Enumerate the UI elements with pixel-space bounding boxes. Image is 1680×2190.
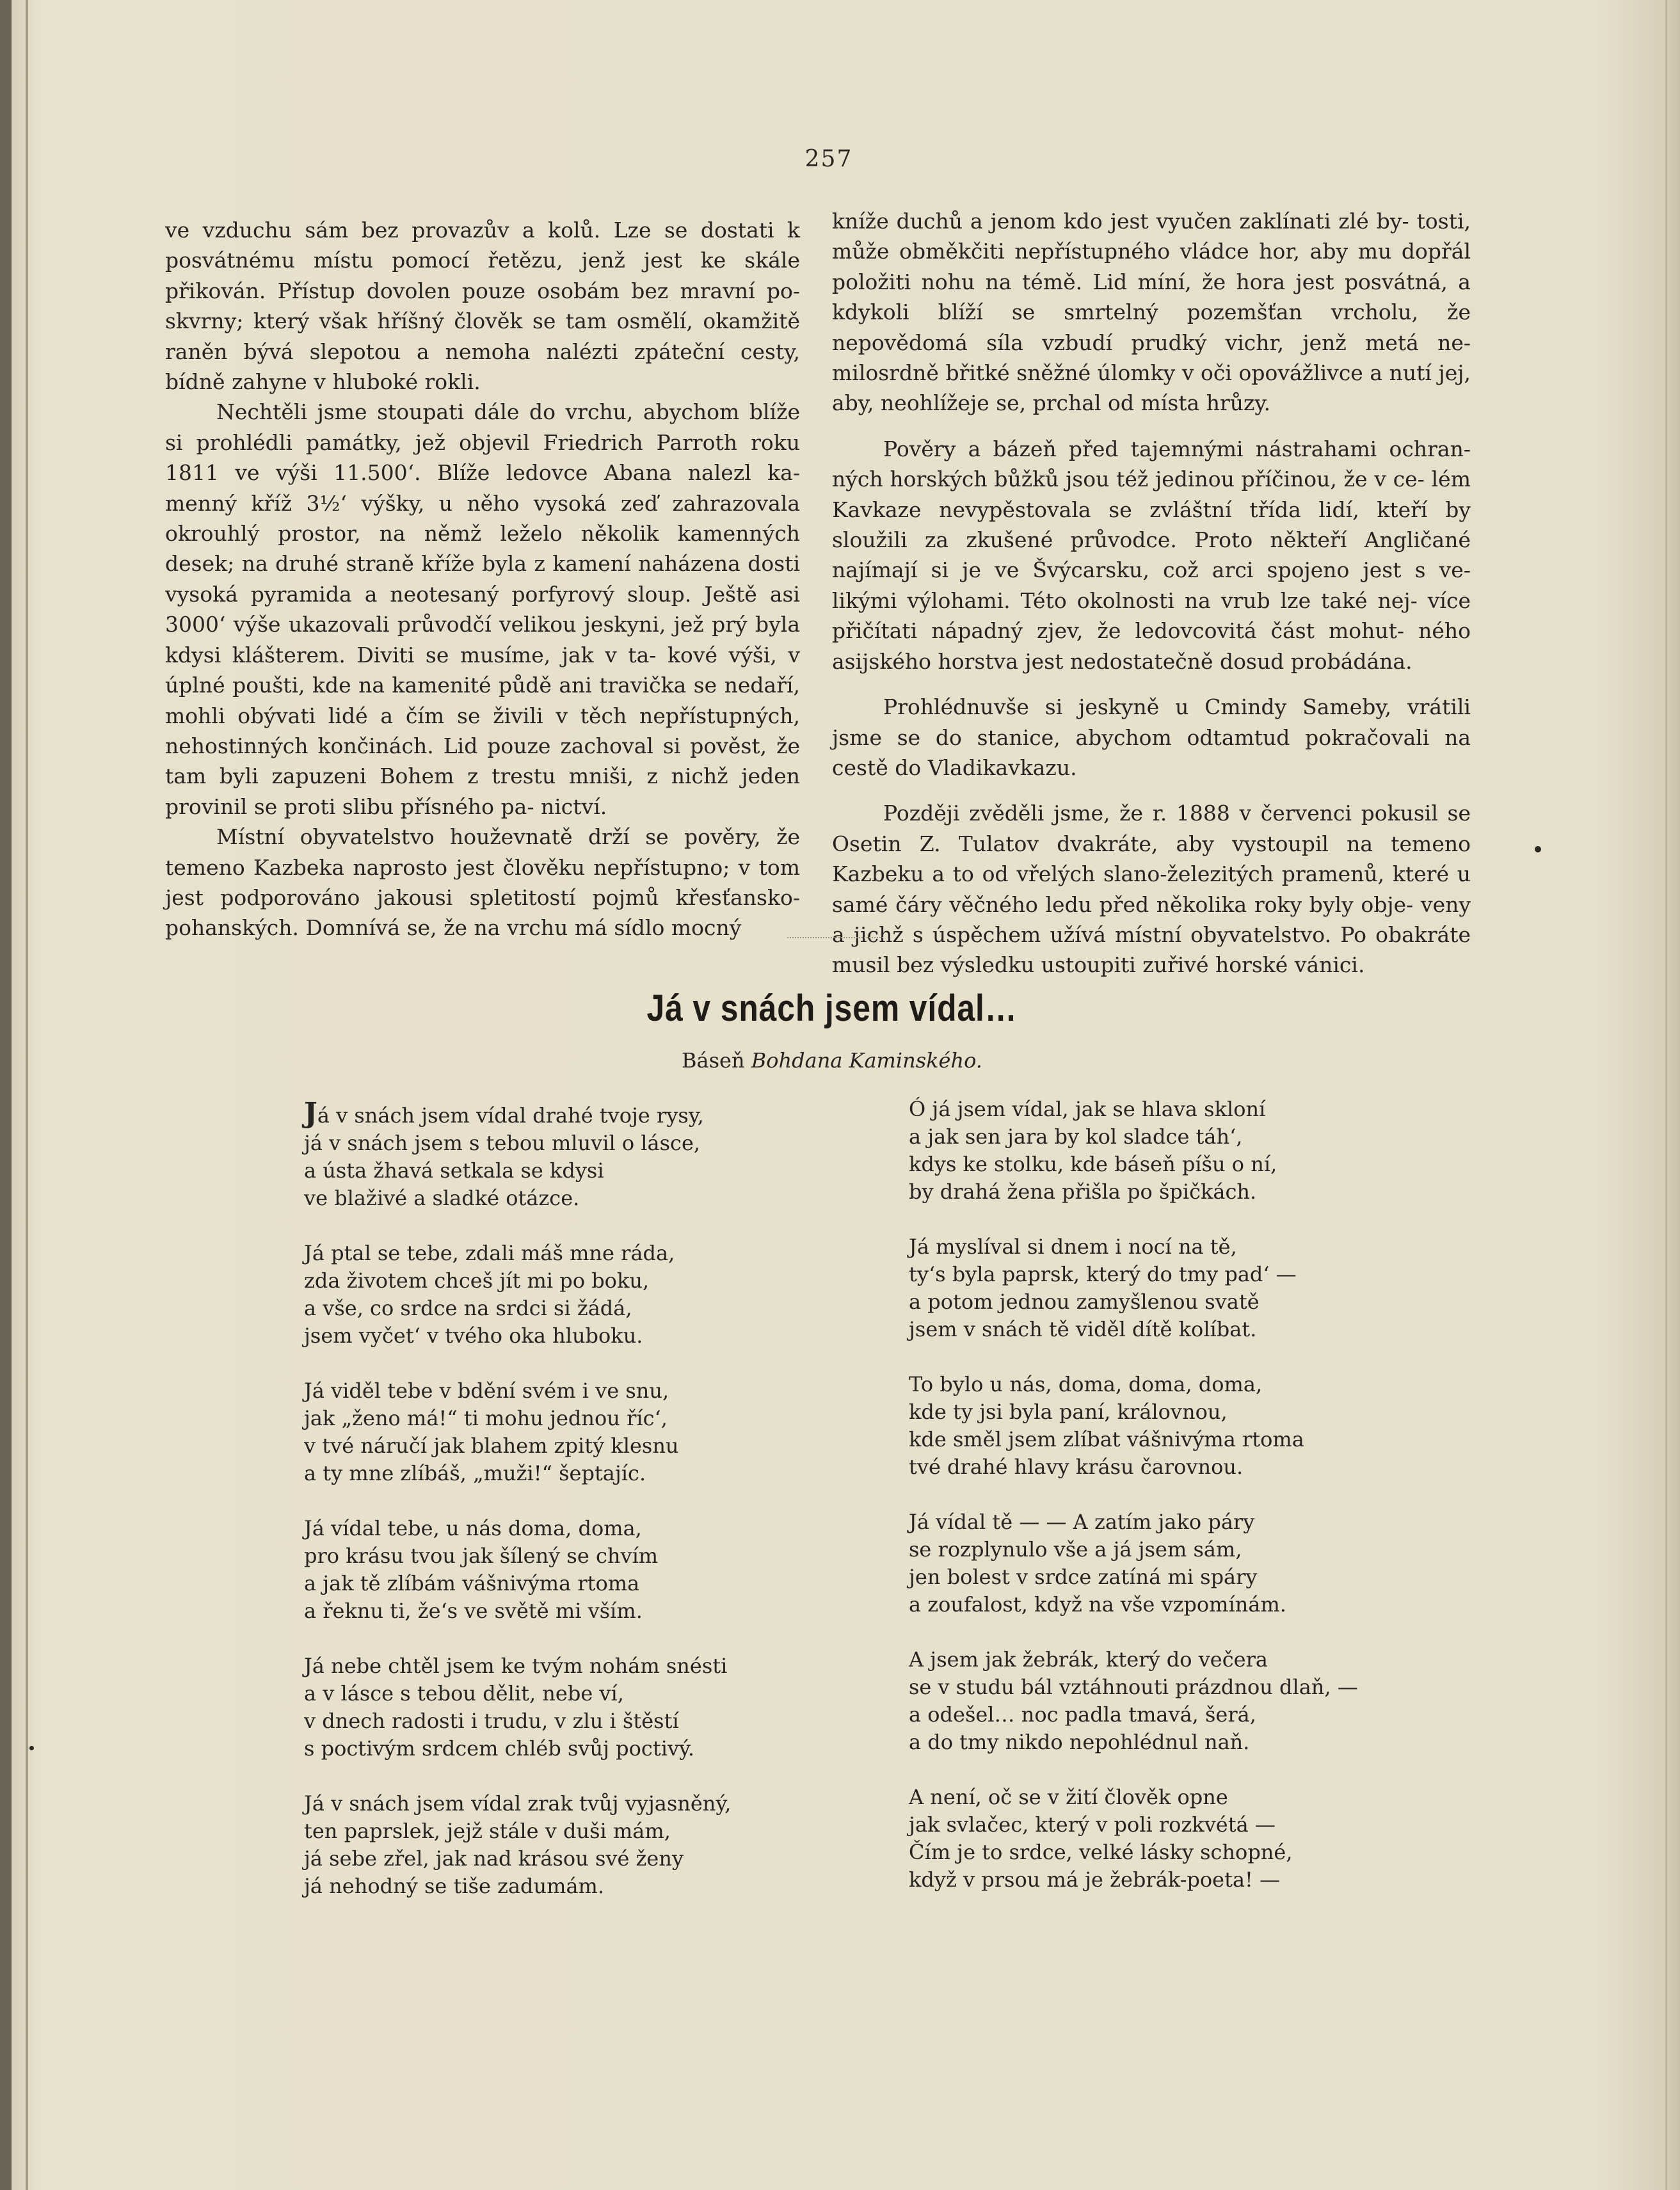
poem-line — [304, 1157, 816, 1185]
poem-line — [909, 1288, 1459, 1316]
poem-line — [909, 1784, 1459, 1811]
poem-line — [304, 1652, 816, 1680]
poem-line-text: se rozplynulo vše a já jsem sám, — [909, 1537, 1242, 1562]
poem-right-column — [909, 1096, 1459, 1921]
poem-line-text: pro krásu tvou jak šílený se chvím — [304, 1544, 659, 1568]
text-line: v těch nepřístupných, nehostinných končinách. Lid pouze — [165, 703, 800, 758]
poem-line-text: kde ty jsi byla paní, královnou, — [909, 1400, 1228, 1424]
poem-line — [304, 1790, 816, 1818]
poem-line — [909, 1591, 1459, 1619]
poem-line — [304, 1460, 816, 1487]
poem-line-text: jen bolest v srdce zatíná mi spáry — [909, 1565, 1258, 1589]
poem-line-text: s poctivým srdcem chléb svůj poctivý. — [304, 1736, 695, 1761]
text-line: by sloužili za zkušené průvodce. Proto někteří Angličané — [832, 497, 1471, 553]
paragraph — [832, 692, 1471, 783]
page-number: 257 — [804, 146, 853, 172]
poem-line — [304, 1845, 816, 1873]
text-line: 1811 ve výši 11.500‘. Blíže ledovce Abana nalezl ka- — [165, 460, 800, 486]
poem-line-text: jsem v snách tě viděl dítě kolíbat. — [909, 1317, 1257, 1341]
poem-line — [909, 1563, 1459, 1591]
poem-stanza — [909, 1646, 1459, 1756]
poem-line-text: v dnech radosti i trudu, v zlu i štěstí — [304, 1709, 679, 1733]
poem-line-text: ve blaživé a sladké otázce. — [304, 1186, 580, 1210]
text-line: tosti, může obměkčiti nepřístupného vládce hor, aby mu — [832, 209, 1471, 264]
book-spine — [0, 0, 12, 2190]
poem-line — [909, 1646, 1459, 1674]
text-line: přikován. Přístup dovolen pouze osobám bez mravní po- — [165, 278, 800, 303]
text-line: ných horských bůžků jsou též jedinou příčinou, že v ce- — [832, 467, 1425, 492]
paragraph — [165, 397, 800, 822]
article-left-column — [165, 215, 800, 943]
poem-line-text: a do tmy nikdo nepohlédnul naň. — [909, 1730, 1250, 1754]
text-line: milosrdně břitké sněžné úlomky v oči opovážlivce a nutí — [832, 360, 1432, 386]
poem-line-text: a jak tě zlíbám vášnivýma rtoma — [304, 1571, 640, 1595]
poem-line — [304, 1185, 816, 1212]
poem-line — [304, 1377, 816, 1405]
poem-line — [909, 1839, 1459, 1866]
poem-line — [304, 1240, 816, 1267]
poem-line-text: a odešel… noc padla tmavá, šerá, — [909, 1702, 1256, 1727]
poem-line-text: a ty mne zlíbáš, „muži!“ šeptajíc. — [304, 1461, 646, 1485]
poem-line-text: a ústa žhavá setkala se kdysi — [304, 1158, 604, 1183]
poem-line — [304, 1515, 816, 1542]
byline-prefix: Báseň — [682, 1048, 745, 1073]
poem-stanza — [304, 1240, 816, 1350]
poem-line — [909, 1261, 1459, 1288]
poem-line-text: Ó já jsem vídal, jak se hlava skloní — [909, 1097, 1266, 1121]
poem-byline — [576, 1048, 1088, 1073]
poem-line-text: zda životem chceš jít mi po boku, — [304, 1268, 650, 1293]
text-line: travička se nedaří, mohli obývati lidé a čím se živili — [165, 673, 801, 728]
text-line: u samé čáry věčného ledu před několika roky byly obje- — [832, 861, 1471, 917]
text-line: dopřál položiti nohu na témě. Lid míní, že hora jest — [832, 239, 1471, 294]
text-line: bídně zahyne v hluboké rokli. — [165, 369, 481, 395]
text-line: kové výši, v úplné poušti, kde na kamenité půdě ani — [165, 642, 800, 698]
paragraph — [165, 215, 800, 397]
poem-stanza — [304, 1790, 816, 1900]
poem-line-text: když v prsou má je žebrák-poeta! — — [909, 1867, 1281, 1892]
poem-title: Já v snách jsem vídal… — [646, 987, 1018, 1029]
poem-line-text: Já nebe chtěl jsem ke tvým nohám snésti — [304, 1654, 728, 1678]
poem-stanza — [304, 1097, 816, 1212]
poem-line — [909, 1508, 1459, 1536]
poem-line-text: a potom jednou zamyšlenou svatě — [909, 1290, 1260, 1314]
text-line: temeno Kazbeka naprosto jest člověku nepřístupno; v tom — [165, 854, 800, 880]
text-line: raněn bývá slepotou a nemoha nalézti zpáteční cesty, — [165, 339, 800, 364]
poem-line-text: a jak sen jara by kol sladce táh‘, — [909, 1124, 1243, 1149]
poem-line — [304, 1295, 816, 1322]
poem-line-text: Já myslíval si dnem i nocí na tě, — [909, 1235, 1237, 1259]
poem-stanza — [304, 1515, 816, 1625]
text-line: likými výlohami. Této okolnosti na vrub lze také nej- — [832, 587, 1418, 613]
poem-line-text: Čím je to srdce, velké lásky schopné, — [909, 1840, 1293, 1864]
poem-line-text: A jsem jak žebrák, který do večera — [909, 1647, 1268, 1672]
text-line: ve vzduchu sám bez provazův a kolů. Lze se dostati — [165, 218, 774, 243]
poem-line-text: To bylo u nás, doma, doma, doma, — [909, 1372, 1263, 1396]
poem-left-column — [304, 1097, 816, 1928]
poem-stanza — [909, 1233, 1459, 1343]
poem-stanza — [909, 1096, 1459, 1206]
poem-line-text: jsem vyčet‘ v tvého oka hluboku. — [304, 1323, 643, 1348]
poem-line-text: a vše, co srdce na srdci si žádá, — [304, 1296, 632, 1320]
poem-line-text: jak „ženo má!“ ti mohu jednou říc‘, — [304, 1406, 668, 1430]
ink-speck — [1535, 846, 1541, 852]
poem-author: Bohdana Kaminského. — [751, 1048, 982, 1073]
poem-line-text: Já v snách jsem vídal zrak tvůj vyjasněný, — [304, 1791, 732, 1816]
text-line: Prohlédnuvše si jeskyně u Cmindy Sameby, vrátili — [883, 694, 1471, 720]
paragraph — [165, 822, 800, 943]
poem-line-text: Já vídal tebe, u nás doma, doma, — [304, 1516, 642, 1540]
paragraph — [832, 434, 1471, 676]
text-line: pohanských. Domnívá se, že na vrchu má sídlo mocný — [165, 915, 742, 941]
text-line: desek; na druhé straně kříže byla z kamení naházena — [165, 551, 740, 577]
text-line: Později zvěděli jsme, že r. 1888 v červenci pokusil — [883, 801, 1438, 826]
poem-line-text: tvé drahé hlavy krásu čarovnou. — [909, 1455, 1244, 1479]
paragraph — [832, 798, 1471, 980]
poem-line — [304, 1130, 816, 1157]
text-line: jest podporováno jakousi spletitostí pojmů křesťansko- — [165, 884, 800, 910]
poem-stanza — [304, 1652, 816, 1762]
poem-line — [909, 1123, 1459, 1151]
poem-line-text: Já ptal se tebe, zdali máš mne ráda, — [304, 1241, 675, 1265]
text-line: Místní obyvatelstvo houževnatě drží se pověry, že — [216, 824, 800, 850]
text-line: asi 3000‘ výše ukazovali průvodčí velikou jeskyni, jež — [165, 581, 800, 637]
poem-line — [909, 1178, 1459, 1206]
poem-line-text: já nehodný se tiše zadumám. — [304, 1874, 605, 1898]
poem-line-text: v tvé náručí jak blahem zpitý klesnu — [304, 1434, 679, 1458]
text-line: lém Kavkaze nevypěstovala se zvláštní třída lidí, kteří — [832, 467, 1471, 522]
text-line: prý byla kdysi klášterem. Diviti se musíme, jak v ta- — [165, 612, 800, 667]
binding-line — [26, 0, 28, 2190]
poem-line-text: jak svlačec, který v poli rozkvétá — — [909, 1812, 1276, 1837]
text-line: skvrny; který však hříšný člověk se tam osmělí, okamžitě — [165, 308, 800, 334]
poem-line — [304, 1680, 816, 1707]
poem-line — [909, 1729, 1459, 1756]
poem-stanza — [909, 1508, 1459, 1619]
text-line: ného asijského horstva jest nedostatečně dosud probádána. — [832, 618, 1471, 674]
poem-line — [304, 1432, 816, 1460]
poem-line — [909, 1866, 1459, 1894]
text-line: mniši, z nichž jeden provinil se proti slibu přísného pa- — [165, 763, 801, 819]
poem-line — [909, 1426, 1459, 1453]
poem-line-text: á v snách jsem vídal drahé tvoje rysy, — [317, 1103, 704, 1128]
poem-line — [909, 1096, 1459, 1123]
poem-line-text: Já viděl tebe v bdění svém i ve snu, — [304, 1379, 669, 1403]
poem-line — [909, 1453, 1459, 1481]
poem-line — [909, 1316, 1459, 1343]
text-line: veny a jichž s úspěchem užívá místní obyvatelstvo. Po — [832, 891, 1471, 947]
poem-line — [909, 1811, 1459, 1839]
text-line: že nepovědomá síla vzbudí prudký vichr, jenž metá ne- — [832, 300, 1471, 355]
text-line: k posvátnému místu pomocí řetězu, jenž jest ke skále — [165, 218, 800, 273]
text-line: se Osetin Z. Tulatov dvakráte, aby vystoupil na temeno — [832, 801, 1471, 856]
ink-speck — [29, 1746, 34, 1750]
paragraph — [832, 206, 1471, 419]
poem-line — [304, 1597, 816, 1625]
poem-line — [304, 1570, 816, 1597]
poem-line-text: kdys ke stolku, kde báseň píšu o ní, — [909, 1152, 1277, 1176]
text-line: kníže duchů a jenom kdo jest vyučen zaklínati zlé by- — [832, 209, 1409, 234]
poem-line-text: ty‘s byla paprsk, který do tmy pad‘ — — [909, 1262, 1297, 1286]
poem-line-text: A není, oč se v žití člověk opne — [909, 1785, 1228, 1809]
page-edge — [1665, 0, 1667, 2190]
text-line: obakráte musil bez výsledku ustoupiti zuřivé horské vánici. — [832, 922, 1471, 978]
text-line: menný kříž 3½‘ výšky, u něho vysoká zeď zahrazovala — [165, 490, 800, 516]
poem-line — [304, 1707, 816, 1735]
poem-stanza — [909, 1371, 1459, 1481]
text-line: posvátná, a kdykoli blíží se smrtelný pozemšťan vrcholu, — [832, 269, 1471, 325]
poem-line-text: a řeknu ti, že‘s ve světě mi vším. — [304, 1599, 643, 1623]
text-line: okrouhlý prostor, na němž leželo několik kamenných — [165, 521, 800, 547]
poem-line — [909, 1398, 1459, 1426]
poem-line — [304, 1267, 816, 1295]
article-right-column — [832, 206, 1471, 980]
poem-line — [304, 1818, 816, 1845]
poem-line-text: a v lásce s tebou dělit, nebe ví, — [304, 1681, 624, 1706]
poem-line — [909, 1536, 1459, 1563]
text-line: dosti vysoká pyramida a neotesaný porfyrový sloup. Ještě — [165, 551, 800, 607]
poem-line — [909, 1151, 1459, 1178]
text-line: Pověry a bázeň před tajemnými nástrahami ochran- — [883, 436, 1471, 461]
section-divider — [787, 937, 883, 941]
poem-line — [909, 1371, 1459, 1398]
text-line: cestě do Vladikavkazu. — [832, 755, 1077, 780]
poem-line-text: by drahá žena přišla po špičkách. — [909, 1179, 1257, 1204]
poem-line-text: já sebe zřel, jak nad krásou své ženy — [304, 1846, 684, 1871]
poem-line — [304, 1405, 816, 1432]
poem-line-text: se v studu bál vztáhnouti prázdnou dlaň, — — [909, 1675, 1358, 1699]
poem-line-text: kde směl jsem zlíbat vášnivýma rtoma — [909, 1427, 1304, 1451]
poem-line-text: ten paprslek, jejž stále v duši mám, — [304, 1819, 671, 1843]
text-line: jej, aby, neohlížeje se, prchal od místa hrůzy. — [832, 360, 1471, 416]
poem-line — [909, 1233, 1459, 1261]
poem-line — [304, 1542, 816, 1570]
poem-line — [304, 1873, 816, 1900]
text-line: nictví. — [541, 794, 607, 819]
poem-line — [304, 1322, 816, 1350]
poem-line-text: a zoufalost, když na vše vzpomínám. — [909, 1592, 1286, 1617]
text-line: jsme se do stanice, abychom odtamtud pokračovali na — [832, 724, 1471, 750]
poem-line — [304, 1097, 816, 1130]
poem-line — [909, 1701, 1459, 1729]
poem-stanza — [909, 1784, 1459, 1894]
text-line: zachoval si pověst, že tam byli zapuzeni Bohem z trestu — [165, 733, 801, 789]
poem-line-text: Já vídal tě — — A zatím jako páry — [909, 1510, 1255, 1534]
drop-initial: J — [304, 1097, 317, 1130]
text-line: si prohlédli památky, jež objevil Friedrich Parroth roku — [165, 429, 800, 455]
poem-line — [909, 1674, 1459, 1701]
poem-stanza — [304, 1377, 816, 1487]
poem-line — [304, 1735, 816, 1762]
text-line: Nechtěli jsme stoupati dále do vrchu, abychom blíže — [216, 399, 800, 425]
text-line: najímají si je ve Švýcarsku, což arci spojeno jest s ve- — [832, 557, 1471, 583]
poem-line-text: já v snách jsem s tebou mluvil o lásce, — [304, 1131, 701, 1155]
text-line: Kazbeku a to od vřelých slano-železitých pramenů, které — [832, 861, 1449, 887]
text-line: více přičítati nápadný zjev, že ledovcovitá část mohut- — [832, 587, 1471, 644]
